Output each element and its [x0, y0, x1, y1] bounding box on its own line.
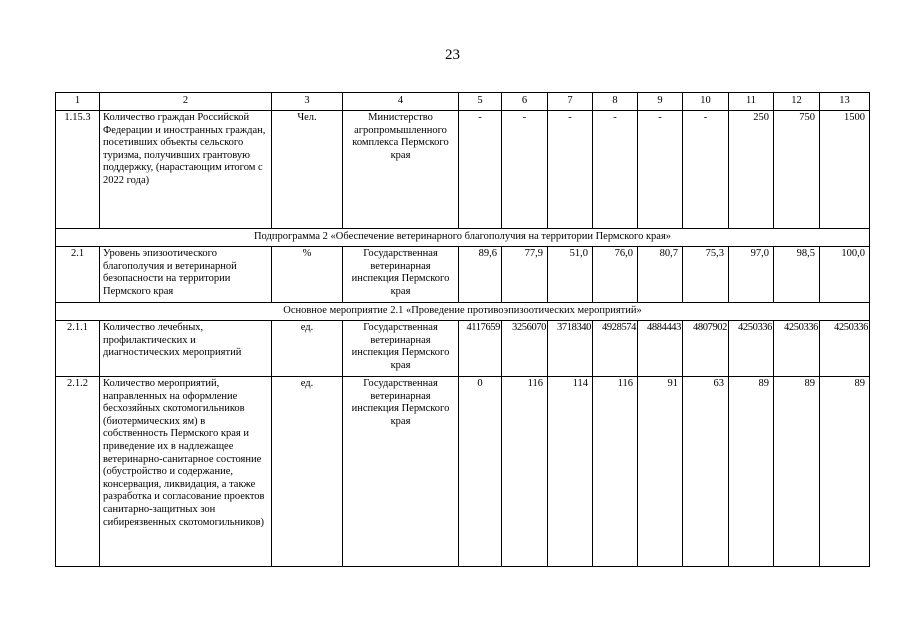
- row-value: -: [459, 111, 502, 229]
- column-header: 8: [593, 93, 638, 111]
- column-header: 13: [820, 93, 870, 111]
- row-value: 4884443: [638, 321, 683, 377]
- page-number: 23: [445, 47, 460, 63]
- row-value: 77,9: [502, 247, 548, 303]
- row-code: 2.1.2: [56, 377, 100, 567]
- row-value: 100,0: [820, 247, 870, 303]
- column-header: 11: [729, 93, 774, 111]
- column-header: 7: [548, 93, 593, 111]
- row-org: Государственная ветеринарная инспекция Пермского края: [343, 377, 459, 567]
- row-unit: ед.: [272, 377, 343, 567]
- column-header: 5: [459, 93, 502, 111]
- table-row: [56, 247, 870, 303]
- row-value: 63: [683, 377, 729, 567]
- row-org: Министерство агропромышленного комплекса Пермского края: [343, 111, 459, 229]
- row-code: 2.1: [56, 247, 100, 303]
- table-row: [56, 377, 870, 567]
- row-value: -: [638, 111, 683, 229]
- row-value: 89: [820, 377, 870, 567]
- row-value: 116: [593, 377, 638, 567]
- row-value: -: [548, 111, 593, 229]
- row-unit: %: [272, 247, 343, 303]
- table-row: [56, 111, 870, 229]
- column-header: 2: [100, 93, 272, 111]
- column-header: 6: [502, 93, 548, 111]
- column-header: 4: [343, 93, 459, 111]
- row-value: 89: [774, 377, 820, 567]
- row-value: 250: [729, 111, 774, 229]
- row-name: Количество граждан Российской Федерации и иностранных граждан, посетивших объекты сельского туризма, получивших грантовую поддержку, (нарастающим итогом с 2022 года): [100, 111, 272, 229]
- table-row: [56, 321, 870, 377]
- row-name: Уровень эпизоотического благополучия и ветеринарной безопасности на территории Пермского края: [100, 247, 272, 303]
- row-value: -: [683, 111, 729, 229]
- row-value: 89,6: [459, 247, 502, 303]
- row-value: 75,3: [683, 247, 729, 303]
- column-header: 9: [638, 93, 683, 111]
- row-name: Количество мероприятий, направленных на оформление бесхозяйных скотомогильников (биотермических ям) в собственность Пермского края и приведение их в надлежащее ветеринарно-санитарное состояние (обустройство и содержание, консервация, ликвидация, а также разработка и согласование проектов санитарно-защитных зон сибиреязвенных скотомогильников): [100, 377, 272, 567]
- row-value: 750: [774, 111, 820, 229]
- row-value: 1500: [820, 111, 870, 229]
- section-title: Основное мероприятие 2.1 «Проведение противоэпизоотических мероприятий»: [56, 303, 870, 321]
- row-value: 0: [459, 377, 502, 567]
- column-header: 3: [272, 93, 343, 111]
- section-row: [56, 229, 870, 247]
- table-body: [56, 93, 870, 567]
- row-value: 4250336: [820, 321, 870, 377]
- column-header: 1: [56, 93, 100, 111]
- row-value: 91: [638, 377, 683, 567]
- row-value: -: [593, 111, 638, 229]
- row-value: 89: [729, 377, 774, 567]
- row-value: 76,0: [593, 247, 638, 303]
- row-value: 4928574: [593, 321, 638, 377]
- row-code: 1.15.3: [56, 111, 100, 229]
- row-value: 114: [548, 377, 593, 567]
- column-header: 10: [683, 93, 729, 111]
- row-org: Государственная ветеринарная инспекция Пермского края: [343, 247, 459, 303]
- header-row: [56, 93, 870, 111]
- section-title: Подпрограмма 2 «Обеспечение ветеринарного благополучия на территории Пермского края»: [56, 229, 870, 247]
- row-value: 116: [502, 377, 548, 567]
- column-header: 12: [774, 93, 820, 111]
- row-value: 4117659: [459, 321, 502, 377]
- row-value: 51,0: [548, 247, 593, 303]
- row-value: 4250336: [729, 321, 774, 377]
- row-unit: Чел.: [272, 111, 343, 229]
- row-code: 2.1.1: [56, 321, 100, 377]
- row-value: 80,7: [638, 247, 683, 303]
- row-value: 4807902: [683, 321, 729, 377]
- section-row: [56, 303, 870, 321]
- indicators-table: [55, 92, 870, 567]
- row-value: 97,0: [729, 247, 774, 303]
- row-value: 3718340: [548, 321, 593, 377]
- row-name: Количество лечебных, профилактических и диагностических мероприятий: [100, 321, 272, 377]
- row-value: 98,5: [774, 247, 820, 303]
- row-value: 4250336: [774, 321, 820, 377]
- row-unit: ед.: [272, 321, 343, 377]
- row-org: Государственная ветеринарная инспекция Пермского края: [343, 321, 459, 377]
- row-value: -: [502, 111, 548, 229]
- row-value: 3256070: [502, 321, 548, 377]
